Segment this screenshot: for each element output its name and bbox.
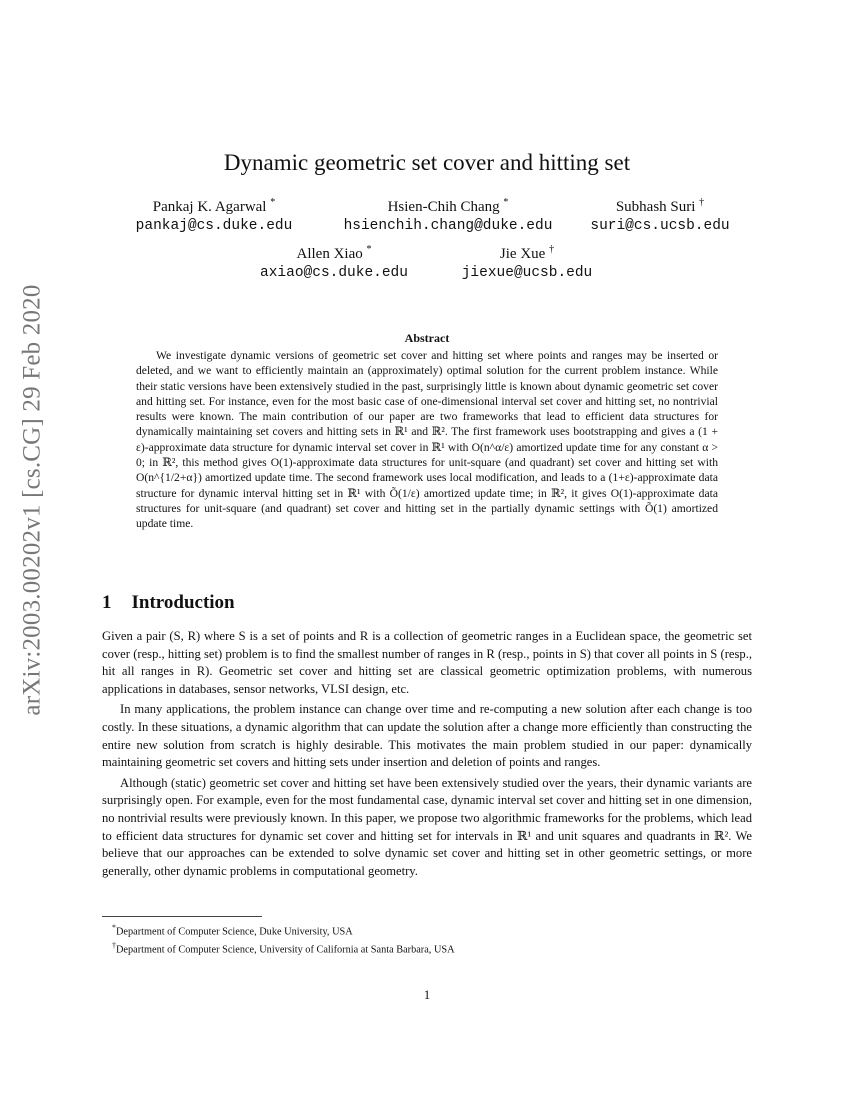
author-1 — [114, 197, 314, 234]
footnotes — [102, 921, 752, 958]
author-2 — [328, 197, 568, 234]
page-number: 1 — [423, 988, 431, 1002]
footnote: †Department of Computer Science, University of California at Santa Barbara, USA — [112, 941, 455, 956]
abstract-text: We investigate dynamic versions of geometric set cover and hitting set where points and ranges may be inserted or deleted, and we want to efficiently maintain an (approximately) optimal solution for the current problem instance. While their static versions have been extensively studied in the past, surprisingly little is known about dynamic geometric set cover and hitting set. For instance, even for the most basic case of one-dimensional interval set cover and hitting set, no nontrivial results were known. The main contribution of our paper are two frameworks that lead to efficient data structures for dynamically maintaining set covers and hitting sets in ℝ¹ and ℝ². The first framework uses bootstrapping and gives a (1 + ε)-approximate data structure for dynamic interval set cover in ℝ¹ with O(n^α/ε) amortized update time for any constant α > 0; in ℝ², this method gives O(1)-approximate data structures for unit-square (and quadrant) set cover and hitting set with O(n^{1/2+α}) amortized update time. The second framework uses local modification, and leads to a (1+ε)-approximate data structure for dynamic interval hitting set in ℝ¹ with Õ(1/ε) amortized update time; in ℝ², it gives O(1)-approximate data structures for unit-square (and quadrant) set cover and hitting set in the partially dynamic settings with Õ(1) amortized update time. — [136, 349, 718, 531]
author-email[interactable]: pankaj@cs.duke.edu — [135, 218, 293, 234]
author-email[interactable]: hsienchih.chang@duke.edu — [343, 218, 553, 234]
section-title: Introduction — [131, 592, 235, 613]
section-number: 1 — [102, 592, 112, 613]
author-5 — [452, 244, 602, 281]
footnote-rule — [102, 916, 262, 917]
author-4 — [254, 244, 414, 281]
author-email[interactable]: suri@cs.ucsb.edu — [590, 218, 730, 234]
footnote: *Department of Computer Science, Duke University, USA — [112, 923, 353, 938]
author-name: Subhash Suri † — [615, 197, 705, 215]
author-name: Pankaj K. Agarwal * — [152, 197, 276, 215]
author-name: Jie Xue † — [499, 244, 555, 262]
author-name: Hsien-Chih Chang * — [387, 197, 509, 215]
paragraph: Given a pair (S, R) where S is a set of points and R is a collection of geometric ranges in a Euclidean space, the geometric set cover (resp., hitting set) problem is to find the smallest number of ranges in R (resp., points in S) that cover all points in S (resp., hit all ranges in R). Geometric set cover and hitting set are classical geometric optimization problems, with numerous applications in databases, sensor networks, VLSI design, etc. — [102, 629, 752, 696]
author-email[interactable]: jiexue@ucsb.edu — [461, 265, 593, 281]
abstract-heading: Abstract — [404, 331, 450, 345]
author-name: Allen Xiao * — [296, 244, 372, 262]
section-heading — [102, 592, 235, 614]
paragraph: Although (static) geometric set cover and hitting set have been extensively studied over the years, their dynamic variants are surprisingly open. For example, even for the most fundamental case, dynamic interval set cover and hitting set in one dimension, no nontrivial results were previously known. In this paper, we propose two algorithmic frameworks for the problems, which lead to efficient data structures for dynamic set cover and hitting set for intervals in ℝ¹ and unit squares and quadrants in ℝ². We believe that our approaches can be extended to solve dynamic set cover and hitting set in other geometric settings, or more generally, other dynamic problems in computational geometry. — [102, 775, 752, 878]
author-3 — [580, 197, 740, 234]
arxiv-stamp — [8, 284, 58, 716]
introduction-body — [102, 628, 752, 883]
arxiv-stamp-text: arXiv:2003.00202v1 [cs.CG] 29 Feb 2020 — [19, 284, 47, 716]
paper-title: Dynamic geometric set cover and hitting set — [223, 150, 631, 175]
author-email[interactable]: axiao@cs.duke.edu — [260, 265, 408, 281]
paragraph: In many applications, the problem instance can change over time and re-computing a new solution after each change is too costly. In these situations, a dynamic algorithm that can update the solution after a change more efficiently than constructing the entire new solution from scratch is highly desirable. This motivates the main problem studied in our paper: dynamically maintaining geometric set covers and hitting sets under insertion and deletion of points and ranges. — [102, 702, 752, 770]
